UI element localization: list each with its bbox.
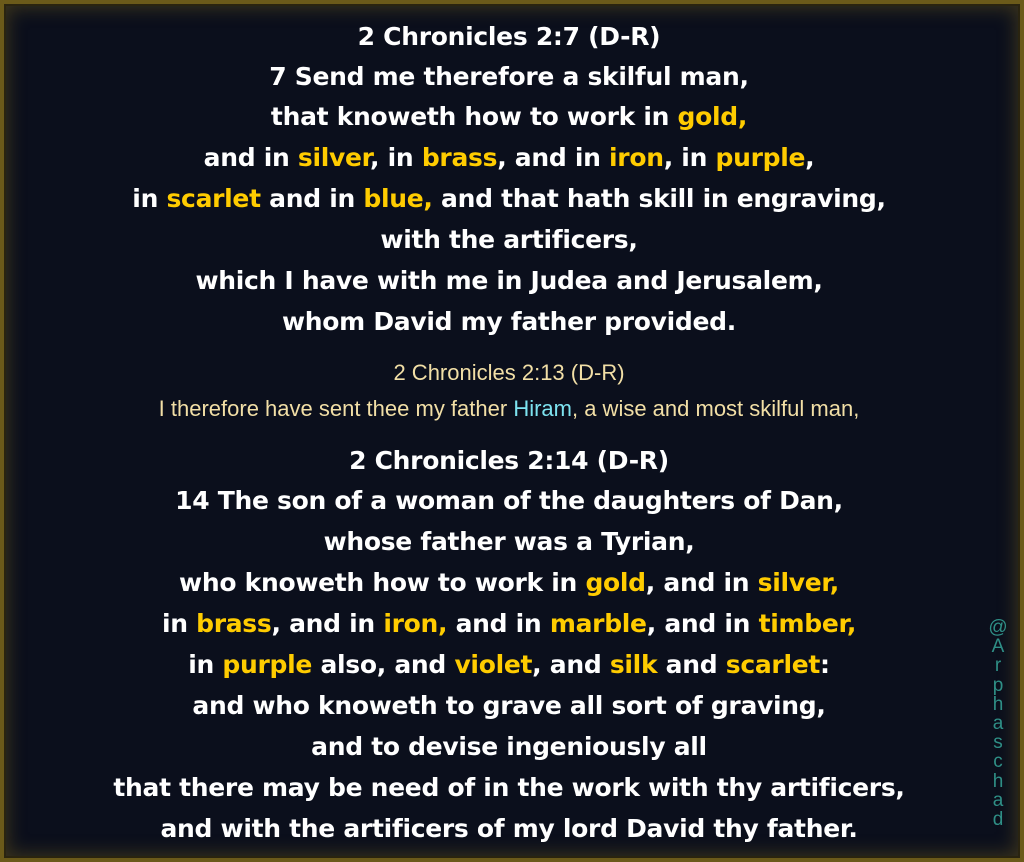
highlighted-word: purple xyxy=(715,143,806,172)
highlighted-word: brass xyxy=(196,609,272,638)
verse-text: and with the artificers of my lord David thy father. xyxy=(160,814,858,843)
highlighted-word: timber, xyxy=(758,609,857,638)
watermark-char: a xyxy=(992,789,1004,811)
passage1-line xyxy=(4,143,1014,172)
highlighted-word: silver xyxy=(297,143,371,172)
verse-text: and to devise ingeniously all xyxy=(311,732,707,761)
watermark-char: r xyxy=(994,655,1002,677)
passage2-reference: 2 Chronicles 2:13 (D-R) xyxy=(393,360,625,385)
watermark-char: a xyxy=(992,713,1004,735)
verse-text: that knoweth how to work in xyxy=(270,102,678,131)
watermark-char: d xyxy=(992,809,1004,831)
verse-text: and who knoweth to grave all sort of graving, xyxy=(192,691,826,720)
highlighted-word: scarlet xyxy=(166,184,261,213)
highlighted-word: gold, xyxy=(677,102,748,131)
verse-text: in xyxy=(132,184,167,213)
passage3-line xyxy=(4,732,1014,761)
hiram-name: Hiram xyxy=(513,396,572,421)
highlighted-word: purple xyxy=(222,650,313,679)
verse-text: in xyxy=(188,650,223,679)
passage3-line xyxy=(4,609,1014,638)
passage3-line xyxy=(4,568,1014,597)
passage2-text-before: I therefore have sent thee my father xyxy=(158,396,514,421)
watermark-char: s xyxy=(993,732,1003,754)
verse-text: : xyxy=(820,650,830,679)
verse-text: , and in xyxy=(271,609,384,638)
verse-text: , and xyxy=(532,650,610,679)
highlighted-word: silk xyxy=(609,650,658,679)
passage1-line xyxy=(4,184,1014,213)
passage1-line xyxy=(4,62,1014,91)
verse-text: , in xyxy=(370,143,422,172)
verse-text: and in xyxy=(203,143,298,172)
verse-text: with the artificers, xyxy=(380,225,638,254)
verse-text: , and in xyxy=(645,568,758,597)
verse-text: 14 The son of a woman of the daughters of Dan, xyxy=(175,486,843,515)
passage2-text xyxy=(4,396,1014,422)
verse-text: and in xyxy=(447,609,550,638)
watermark-char: A xyxy=(991,636,1005,658)
passage1-line xyxy=(4,266,1014,295)
passage1-line xyxy=(4,225,1014,254)
highlighted-word: violet xyxy=(454,650,533,679)
highlighted-word: blue, xyxy=(363,184,433,213)
verse-text: whom David my father provided. xyxy=(282,307,736,336)
watermark-char: @ xyxy=(988,617,1008,638)
highlighted-word: marble xyxy=(549,609,647,638)
verse-text: also, and xyxy=(312,650,455,679)
highlighted-word: silver, xyxy=(757,568,839,597)
verse-text: , and in xyxy=(646,609,759,638)
passage3-line xyxy=(4,770,1014,802)
verse-text: in xyxy=(161,609,197,638)
verse-text: and in xyxy=(260,184,364,213)
passage1-reference: 2 Chronicles 2:7 (D-R) xyxy=(357,22,661,51)
verse-text: which I have with me in Judea and Jerusalem, xyxy=(195,266,823,295)
watermark-char: h xyxy=(992,770,1004,792)
verse-text: and xyxy=(657,650,726,679)
highlighted-word: gold xyxy=(585,568,646,597)
verse-text: whose father was a Tyrian, xyxy=(323,527,695,556)
highlighted-word: brass xyxy=(421,143,498,172)
passage3-reference: 2 Chronicles 2:14 (D-R) xyxy=(349,446,669,475)
watermark-char: h xyxy=(992,693,1004,715)
verse-text: , and in xyxy=(497,143,610,172)
passage2-text-after: , a wise and most skilful man, xyxy=(571,396,860,421)
passage3-line xyxy=(4,486,1014,515)
passage1-line xyxy=(4,307,1014,336)
highlighted-word: iron xyxy=(609,143,664,172)
watermark-char: c xyxy=(993,751,1003,773)
watermark-handle xyxy=(986,618,1010,829)
verse-text: and that hath skill in engraving, xyxy=(432,184,886,213)
verse-text: who knoweth how to work in xyxy=(179,568,586,597)
passage3-line xyxy=(4,527,1014,556)
verse-text: , in xyxy=(663,143,716,172)
verse-text: 7 Send me therefore a skilful man, xyxy=(269,62,749,91)
verse-text: , xyxy=(805,143,815,172)
passage3-line xyxy=(4,814,1014,843)
passage1-line xyxy=(4,102,1014,131)
passage3-line xyxy=(4,691,1014,720)
passage3-line xyxy=(4,650,1014,679)
highlighted-word: scarlet xyxy=(725,650,821,679)
highlighted-word: iron, xyxy=(383,609,448,638)
watermark-char: p xyxy=(992,674,1004,696)
verse-text: that there may be need of in the work with thy artificers, xyxy=(113,773,905,802)
